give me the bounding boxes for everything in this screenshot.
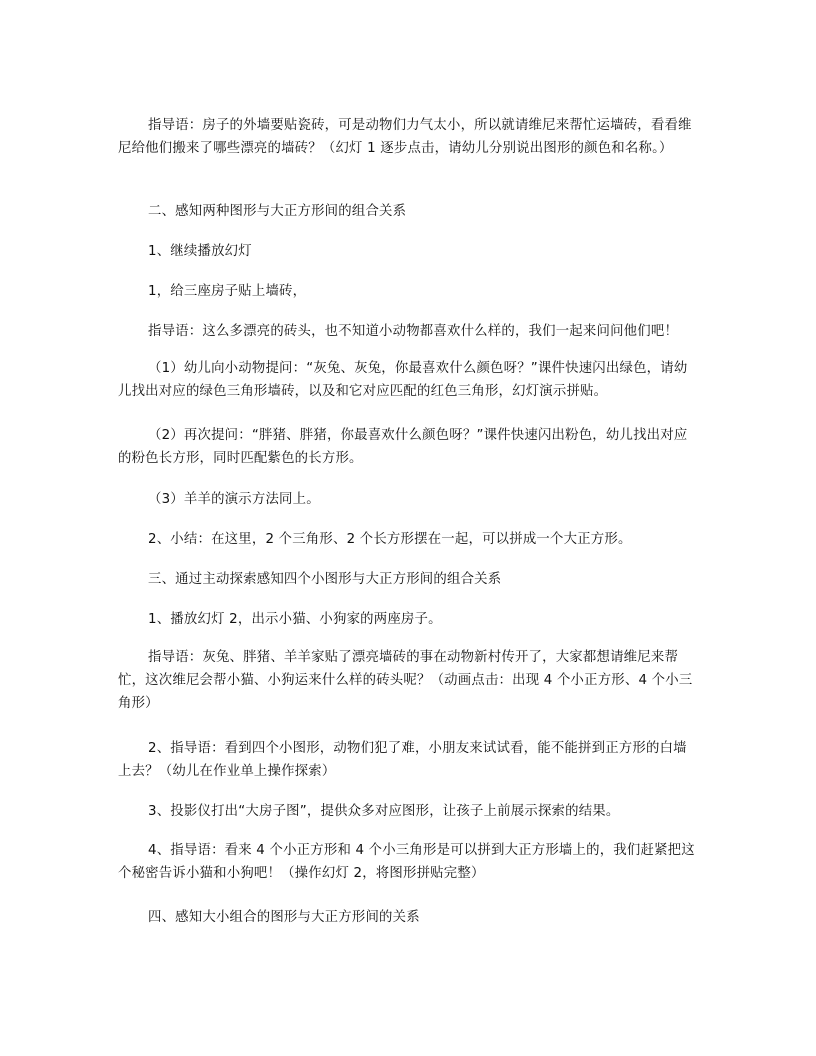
section-heading-4: 四、感知大小组合的图形与大正方形间的关系 bbox=[148, 910, 420, 925]
paragraph-step-1: 1、继续播放幻灯 bbox=[148, 244, 252, 259]
paragraph-explore: 2、指导语：看到四个小图形，动物们犯了难，小朋友来试试看，能不能拼到正方形的白墙上去？（幼儿在作业单上操作探索） bbox=[118, 741, 687, 779]
paragraph-question-rabbit: （1）幼儿向小动物提问：“灰兔、灰兔，你最喜欢什么颜色呀？”课件快速闪出绿色，请幼儿找出对应的绿色三角形墙砖，以及和它对应匹配的红色三角形，幻灯演示拼贴。 bbox=[118, 361, 688, 399]
paragraph-guide-bricks: 指导语：这么多漂亮的砖头，也不知道小动物都喜欢什么样的，我们一起来问问他们吧！ bbox=[148, 324, 679, 339]
paragraph-secret: 4、指导语：看来 4 个小正方形和 4 个小三角形是可以拼到大正方形墙上的，我们赶紧把这个秘密告诉小猫和小狗吧！（操作幻灯 2，将图形拼贴完整） bbox=[118, 843, 695, 881]
paragraph-step-1-detail: 1，给三座房子贴上墙砖， bbox=[148, 284, 307, 299]
section-heading-3: 三、通过主动探索感知四个小图形与大正方形间的组合关系 bbox=[148, 572, 502, 587]
paragraph-projector: 3、投影仪打出“大房子图”，提供众多对应图形，让孩子上前展示探索的结果。 bbox=[148, 804, 620, 819]
paragraph-summary: 2、小结：在这里，2 个三角形、2 个长方形摆在一起，可以拼成一个大正方形。 bbox=[148, 532, 632, 547]
paragraph-guide-intro: 指导语：房子的外墙要贴瓷砖，可是动物们力气太小，所以就请维尼来帮忙运墙砖，看看维尼给他们搬来了哪些漂亮的墙砖？（幻灯 1 逐步点击，请幼儿分别说出图形的颜色和名称。） bbox=[118, 118, 692, 156]
paragraph-sheep: （3）羊羊的演示方法同上。 bbox=[148, 492, 320, 507]
paragraph-slide-2: 1、播放幻灯 2，出示小猫、小狗家的两座房子。 bbox=[148, 612, 442, 627]
paragraph-guide-cat-dog: 指导语：灰兔、胖猪、羊羊家贴了漂亮墙砖的事在动物新村传开了，大家都想请维尼来帮忙，这次维尼会帮小猫、小狗运来什么样的砖头呢？（动画点击：出现 4 个小正方形、4 个小三角形） bbox=[118, 650, 693, 711]
section-heading-2: 二、感知两种图形与大正方形间的组合关系 bbox=[148, 204, 407, 219]
paragraph-question-pig: （2）再次提问：“胖猪、胖猪，你最喜欢什么颜色呀？”课件快速闪出粉色，幼儿找出对应的粉色长方形，同时匹配紫色的长方形。 bbox=[118, 428, 688, 466]
